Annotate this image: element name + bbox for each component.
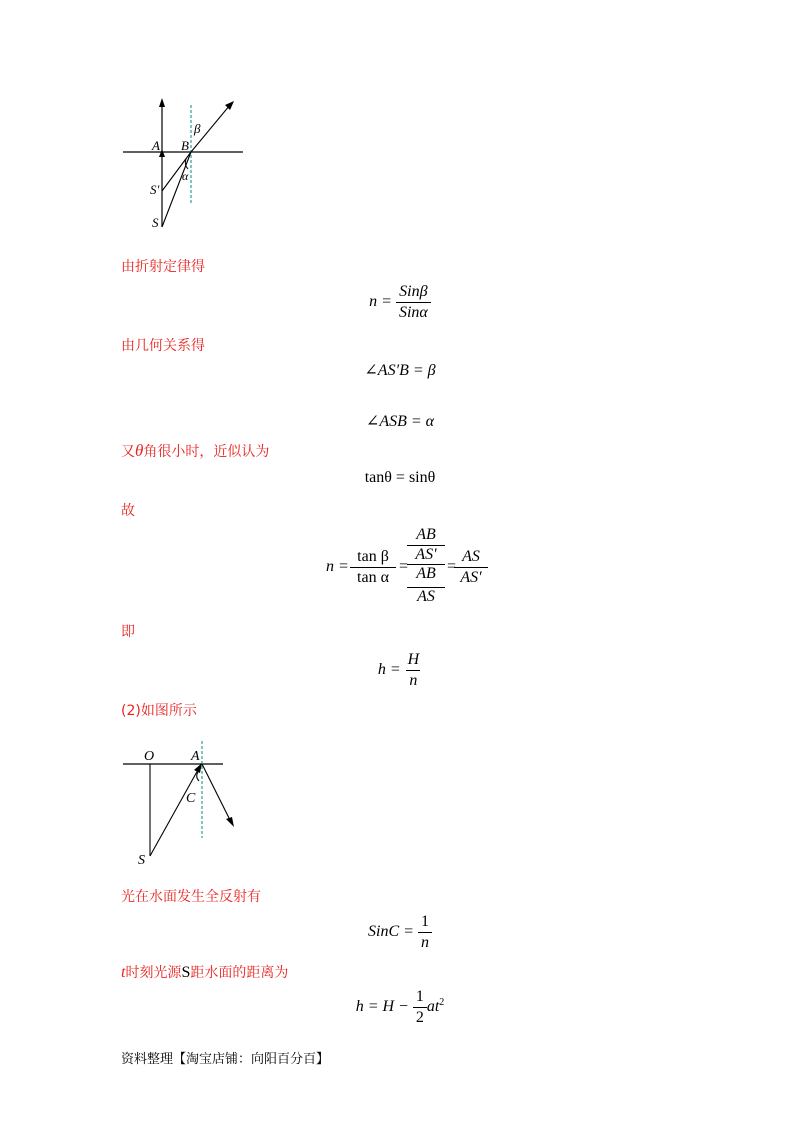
- figure-total-reflection-diagram: [118, 738, 248, 873]
- compound-fraction: [407, 526, 445, 606]
- fraction-half: [413, 988, 427, 1027]
- equals-1: =: [398, 558, 409, 575]
- as-bottom: AS: [407, 587, 445, 606]
- one-numerator: 1: [420, 913, 429, 930]
- eq-angle-asb: ∠ASB = α: [365, 413, 435, 430]
- time-mid: 时刻光源: [125, 965, 182, 981]
- H-numerator: H: [407, 651, 420, 668]
- theta-suffix: 角很小时，近似认为: [143, 444, 270, 460]
- fraction-sin: [396, 283, 431, 322]
- as-shown-text: (2)如图所示: [121, 703, 197, 719]
- sinc-lhs: SinC =: [368, 923, 414, 941]
- eq-n-lhs: n =: [369, 293, 392, 311]
- two-den: 2: [413, 1007, 427, 1027]
- eq-sinc: [0, 913, 800, 952]
- as-numerator: AS: [454, 548, 488, 568]
- eq-tan-ratio: [326, 526, 486, 610]
- eq-angle-asb-prime: ∠AS′B = β: [364, 362, 436, 379]
- critical-angle-arc: [197, 772, 199, 781]
- ie-text: 即: [121, 624, 135, 640]
- n-denominator: n: [406, 670, 420, 690]
- label-C: C: [186, 791, 196, 806]
- label-S-2: S: [138, 853, 145, 868]
- incident-ray: [150, 768, 199, 856]
- label-beta: β: [194, 121, 201, 136]
- fraction-tan: [350, 548, 396, 587]
- geometry-text: 由几何关系得: [121, 338, 205, 354]
- fraction-as: [454, 548, 488, 587]
- figure-refraction-diagram: [118, 95, 248, 235]
- therefore-text: 故: [121, 503, 135, 519]
- sin-alpha: Sinα: [396, 302, 431, 322]
- label-S: S: [152, 215, 159, 230]
- eq-n-lhs-2: n =: [326, 558, 349, 575]
- label-O: O: [144, 749, 155, 764]
- square-exponent: 2: [439, 996, 445, 1008]
- tan-beta: tan β: [350, 548, 396, 568]
- fraction-h-n: [405, 651, 423, 690]
- label-alpha: α: [182, 169, 189, 183]
- footer-source: 资料整理【淘宝店铺：向阳百分百】: [121, 1052, 330, 1067]
- eq-tan-sin: tanθ = sinθ: [364, 469, 436, 486]
- label-A-2: A: [191, 749, 200, 764]
- theta-prefix: 又: [121, 444, 135, 460]
- theta-approx-text: [121, 441, 269, 461]
- at-term: at: [426, 998, 440, 1016]
- eq-h-over-n: [0, 651, 800, 690]
- h-lhs: h =: [377, 661, 401, 679]
- refraction-law-text: 由折射定律得: [121, 259, 205, 275]
- h2-lhs: h = H −: [355, 998, 409, 1016]
- one-half-num: 1: [415, 988, 424, 1005]
- t-symbol: t: [121, 964, 126, 981]
- up-arrow-top-icon: [159, 98, 165, 107]
- label-B: B: [181, 138, 189, 153]
- s-symbol: S: [181, 964, 191, 981]
- sin-beta: Sinβ: [399, 283, 428, 300]
- equals-2: =: [446, 558, 457, 575]
- as-prime: AS′: [407, 545, 445, 565]
- reflected-ray: [202, 764, 230, 820]
- ray-from-S: [162, 152, 191, 227]
- label-S-prime: S′: [150, 182, 160, 197]
- time-distance-text: [121, 962, 288, 982]
- eq-refractive-index: [0, 283, 800, 322]
- time-suffix: 距水面的距离为: [190, 965, 289, 981]
- theta-symbol: θ: [135, 441, 144, 460]
- tan-alpha: tan α: [357, 569, 389, 586]
- as-prime-denominator: AS′: [460, 569, 482, 586]
- total-reflection-text: 光在水面发生全反射有: [121, 889, 261, 905]
- fraction-1-n: [418, 913, 432, 952]
- ab-bottom: AB: [416, 565, 436, 582]
- n-denominator-2: n: [418, 932, 432, 952]
- ab-top: AB: [416, 526, 436, 543]
- label-A: A: [152, 138, 160, 153]
- eq-h-at2: [0, 988, 800, 1027]
- reflected-arrow-icon: [226, 817, 234, 827]
